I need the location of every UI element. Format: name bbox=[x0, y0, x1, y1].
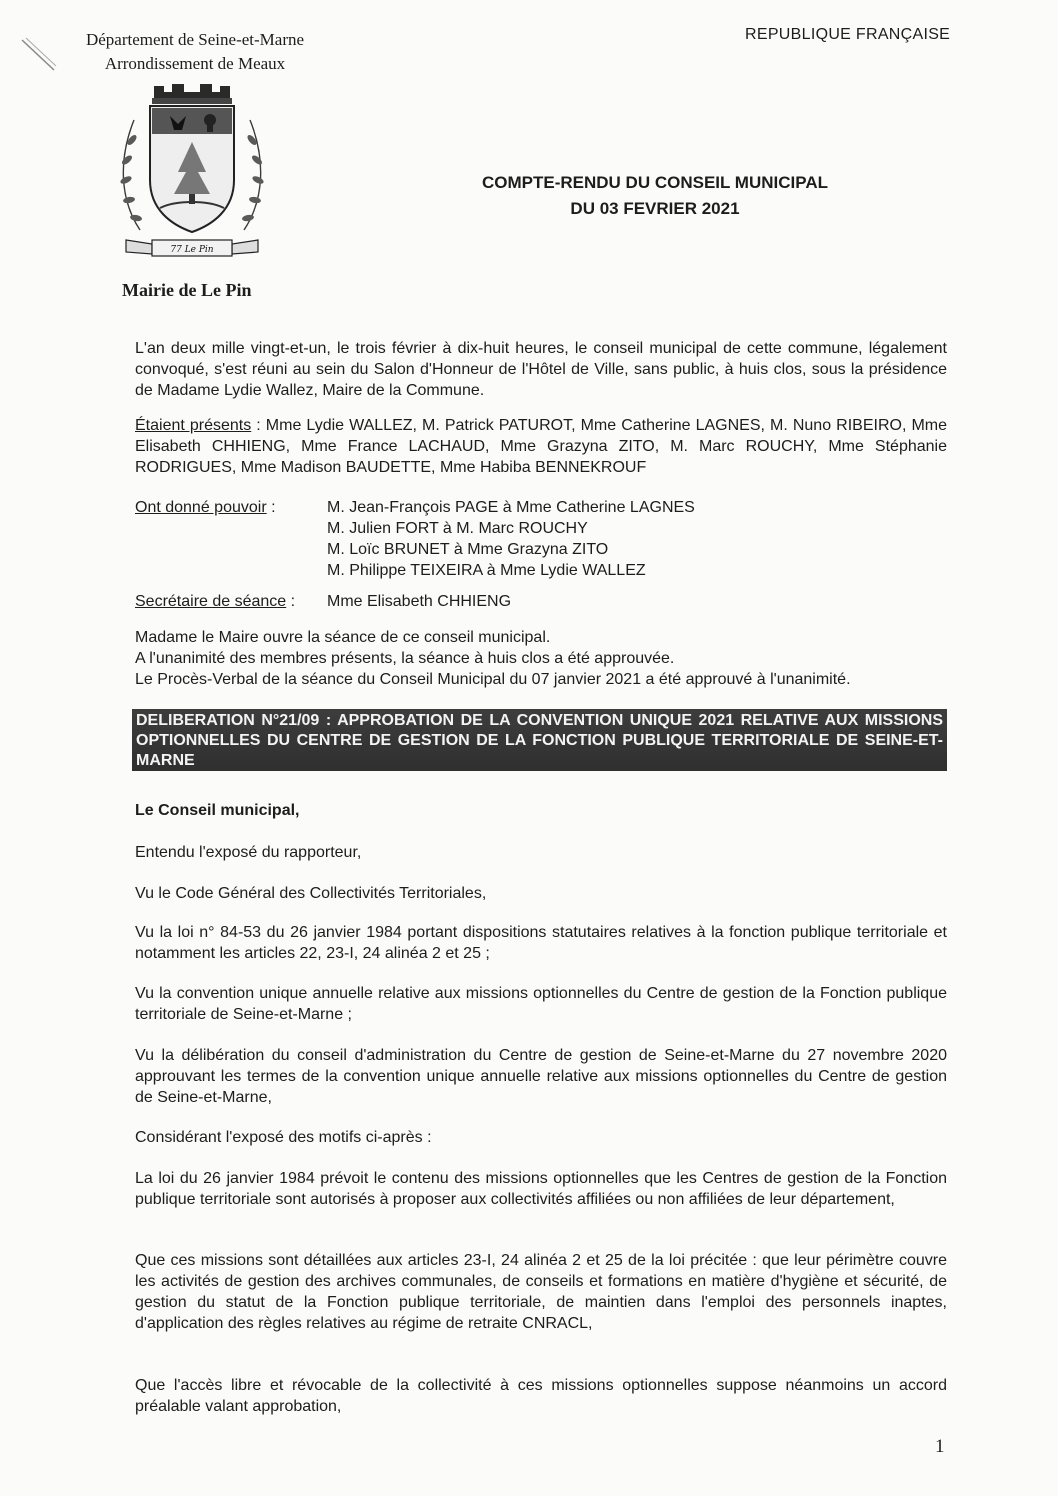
paragraph: Considérant l'exposé des motifs ci-après : bbox=[135, 1129, 432, 1146]
opening-line: Madame le Maire ouvre la séance de ce conseil municipal. bbox=[135, 629, 551, 646]
presents-list: : Mme Lydie WALLEZ, M. Patrick PATUROT, Mme Catherine LAGNES, M. Nuno RIBEIRO, Mme Elisabeth CHHIENG, Mme France LACHAUD, Mme Grazyna ZITO, M. Marc ROUCHY, Mme Stéphanie RODRIGUES, Mme Madison BAUDETTE, Mme Habiba BENNEKROUF bbox=[135, 417, 947, 476]
opening-line: A l'unanimité des membres présents, la séance à huis clos a été approuvée. bbox=[135, 650, 675, 667]
opening-line: Le Procès-Verbal de la séance du Conseil Municipal du 07 janvier 2021 a été approuvé à l'unanimité. bbox=[135, 671, 851, 688]
pouvoirs-block bbox=[135, 497, 947, 581]
title-line-1: COMPTE-RENDU DU CONSEIL MUNICIPAL bbox=[482, 173, 828, 192]
pouvoirs-sep: : bbox=[266, 499, 276, 516]
pouvoirs-label: Ont donné pouvoir bbox=[135, 499, 267, 516]
mairie-label: Mairie de Le Pin bbox=[122, 280, 252, 300]
republic-label: REPUBLIQUE FRANÇAISE bbox=[745, 26, 951, 43]
paragraph: Vu la convention unique annuelle relative aux missions optionnelles du Centre de gestion de la Fonction publique territoriale de Seine-et-Marne ; bbox=[135, 985, 947, 1023]
intro-paragraph: L'an deux mille vingt-et-un, le trois février à dix-huit heures, le conseil municipal de cette commune, légalement convoqué, s'est réuni au sein du Salon d'Honneur de l'Hôtel de Ville, sans public, à huis clos, sous la présidence de Madame Lydie Wallez, Maire de la Commune. bbox=[135, 340, 947, 399]
opening-block bbox=[135, 627, 947, 690]
secretaire-name: Mme Elisabeth CHHIENG bbox=[327, 593, 512, 610]
title-line-2: DU 03 FEVRIER 2021 bbox=[570, 199, 740, 218]
secretaire-label: Secrétaire de séance bbox=[135, 593, 287, 610]
pouvoir-item: M. Jean-François PAGE à Mme Catherine LAGNES bbox=[327, 499, 695, 516]
page-number: 1 bbox=[935, 1436, 945, 1457]
paragraph: Que ces missions sont détaillées aux articles 23-I, 24 alinéa 2 et 25 de la loi précitée : que leur périmètre couvre les activités de gestion des archives communales, de conseils et formations en matière d'hygiène et sécurité, de gestion du statut de la Fonction publique territoriale, de maintien dans l'emploi des personnels inaptes, d'application des règles relatives au régime de retraite CNRACL, bbox=[135, 1252, 947, 1332]
presents-label: Étaient présents bbox=[135, 417, 252, 434]
department-line: Département de Seine-et-Marne bbox=[85, 30, 305, 49]
pouvoirs-label-wrap bbox=[135, 497, 327, 581]
pouvoirs-list bbox=[327, 497, 695, 581]
pouvoir-item: M. Julien FORT à M. Marc ROUCHY bbox=[327, 520, 588, 537]
secretaire-label-wrap bbox=[135, 591, 327, 612]
secretaire-sep: : bbox=[286, 593, 296, 610]
paragraph: La loi du 26 janvier 1984 prévoit le contenu des missions optionnelles que les Centres de gestion de la Fonction publique territoriale sont autorisés à proposer aux collectivités affiliées ou non affiliées de leur département, bbox=[135, 1170, 947, 1208]
arrondissement-line: Arrondissement de Meaux bbox=[104, 54, 286, 73]
paragraph: Que l'accès libre et révocable de la collectivité à ces missions optionnelles suppose néanmoins un accord préalable valant approbation, bbox=[135, 1377, 947, 1415]
crest-ribbon-text: 77 Le Pin bbox=[170, 245, 214, 255]
paragraph: Vu la délibération du conseil d'administration du Centre de gestion de Seine-et-Marne du 27 novembre 2020 approuvant les termes de la convention unique annuelle relative aux missions optionnelles du Centre de gestion de Seine-et-Marne, bbox=[135, 1047, 947, 1106]
paragraph: Vu le Code Général des Collectivités Territoriales, bbox=[135, 885, 487, 902]
department-header bbox=[60, 28, 330, 76]
paragraph: Entendu l'exposé du rapporteur, bbox=[135, 844, 362, 861]
deliberation-heading: DELIBERATION N°21/09 : APPROBATION DE LA CONVENTION UNIQUE 2021 RELATIVE AUX MISSIONS OPTIONNELLES DU CENTRE DE GESTION DE LA FONCTION PUBLIQUE TERRITORIALE DE SEINE-ET-MARNE bbox=[132, 709, 947, 771]
scan-mark bbox=[18, 36, 58, 76]
pouvoir-item: M. Philippe TEIXEIRA à Mme Lydie WALLEZ bbox=[327, 562, 646, 579]
paragraph: Vu la loi n° 84-53 du 26 janvier 1984 portant dispositions statutaires relatives à la fonction publique territoriale et notamment les articles 22, 23-I, 24 alinéa 2 et 25 ; bbox=[135, 924, 947, 962]
page-title bbox=[440, 170, 870, 222]
conseil-label: Le Conseil municipal, bbox=[135, 802, 300, 819]
presents-paragraph bbox=[135, 415, 947, 478]
secretaire-line bbox=[135, 591, 947, 612]
coat-of-arms-logo bbox=[112, 80, 272, 265]
pouvoir-item: M. Loïc BRUNET à Mme Grazyna ZITO bbox=[327, 541, 609, 558]
